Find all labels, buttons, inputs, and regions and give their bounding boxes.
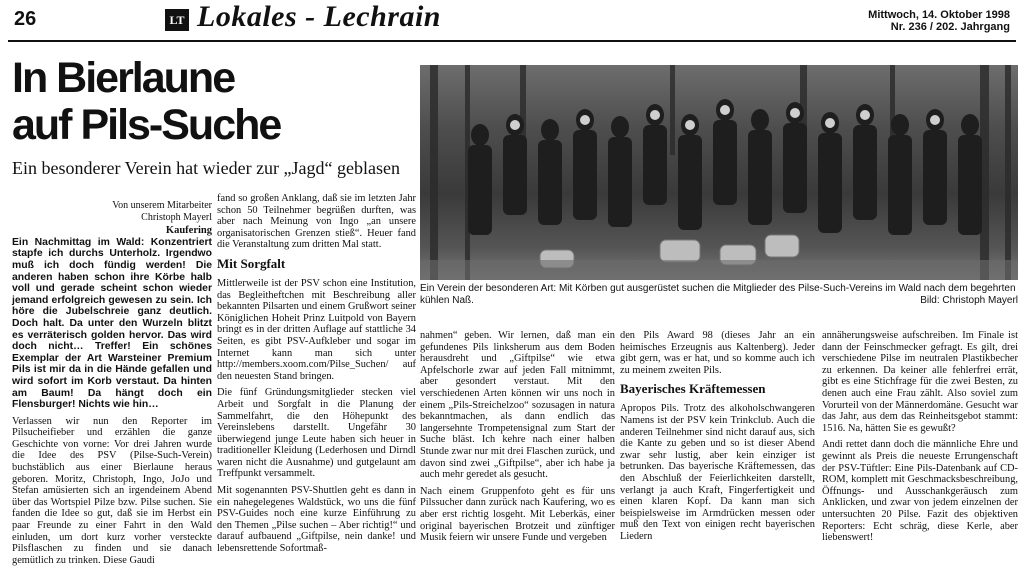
masthead-rule — [8, 40, 1016, 42]
page-number: 26 — [14, 8, 37, 30]
paragraph: Verlassen wir nun den Reporter im Pilsucheifieber und erzählen die ganze Geschichte von vorne: Vor drei Jahren wurde die Idee des PSV (Pilse-Such-Verein) buchstäblich aus einer Bierlaune heraus geboren. Moritz, Christoph, Ingo, JoJo und Stefan amüsierten sich an irgendeinem Abend über das Wortspiel Pilze bzw. Pilse suchen. Sie fanden die Idee so gut, daß sie im Herbst ein paar Freunde zu einer Fahrt in den Wald einluden, um dort kurz vorher versteckte Pilsflaschen zu finden und sie danach gemütlich zu trinken. Diese Gaudi — [12, 415, 212, 566]
column-3 — [420, 330, 615, 549]
paragraph: Nach einem Gruppenfoto geht es für uns Pilssucher dann zurück nach Kaufering, wo es aber erst richtig losgeht. Mit Leberkäs, einer original bayerischen Brotzeit und zünftiger Musik feiern wir unsere Funde und vergeben — [420, 485, 615, 544]
column-4 — [620, 330, 815, 548]
issue-number: Nr. 236 / 202. Jahrgang — [890, 21, 1010, 33]
paragraph: Apropos Pils. Trotz des alkoholschwangeren Namens ist der PSV kein Trinkclub. Auch die anderen Teilnehmer sind nicht darauf aus, sich die Kante zu geben und so ist dieser Abend zwar sehr lustig, aber kein einziger ist betrunken. Das bayerische Kräftemessen, das den Abschluß der Feierlichkeiten darstellt, verlangt ja auch Kraft, Fingerfertigkeit und einen klaren Kopf. Da kann man sich beispielsweise im Armdrücken messen oder muß den Text von einigen recht bayerischen Liedern — [620, 403, 815, 542]
photo-caption: Ein Verein der besonderen Art: Mit Körben gut ausgerüstet suchen die Mitglieder des Pilse-Such-Vereins im Wald nach dem begehrten kühlen Naß. — [420, 283, 1016, 306]
column-1 — [12, 200, 212, 571]
headline-line-1: In Bierlaune — [12, 54, 235, 102]
section-title: Lokales - Lechrain — [197, 0, 441, 33]
issue-date: Mittwoch, 14. Oktober 1998 — [868, 9, 1010, 21]
subheading: Mit Sorgfalt — [217, 255, 286, 271]
headline-line-2: auf Pils-Suche — [12, 101, 281, 149]
column-5 — [822, 330, 1018, 549]
intro-paragraph: Ein Nachmittag im Wald: Konzentriert stapfe ich durchs Unterholz. Irgendwo muß ich doch fündig werden! Die anderen haben schon ihre Körbe halb voll und gerade scheint schon wieder jemand erfolgreich gewesen zu sein. Ich höre die Jubelschreie ganz deutlich. Doch halt. Da unter den Wurzeln blitzt es verräterisch golden hervor. Das wird doch nicht… Treffer! Ein schönes Exemplar der Art Warsteiner Premium Pils ist mir da in die Hände gefallen und wird sofort im Korb verstaut. Da hinten am Baum! Da hängt doch ein Flensburger! Nichts wie hin… — [12, 236, 212, 411]
group-photo — [420, 65, 1018, 280]
paragraph: fand so großen Anklang, daß sie im letzten Jahr schon 50 Teilnehmer begrüßen durften, was aber nach Meinung von Ingo „an unsere organisatorischen Grenzen stieß“. Heuer fand die Veranstaltung zum dritten Mal statt. — [217, 193, 416, 251]
paragraph: nahmen“ geben. Wir lernen, daß man ein gefundenes Pils linksherum aus dem Boden herausdreht und „Giftpilse“ wie etwa Apfelschorle zwar auf jeden Fall mitnimmt, aber gesondert verstaut. Mit den verschiedenen Arten können wir uns noch in einem „Pils-Streichelzoo“ sozusagen in natura bekanntmachen, als dann endlich das langersehnte Trompetensignal zum Start der Suche bläst. Ich kehre nach einer halben Stunde zwar nur mit drei Flaschen zurück, und davon sind zwei „Giftpilse“, aber ich habe ja auch mehr geredet als gesucht. — [420, 330, 615, 481]
column-2 — [217, 193, 416, 560]
paragraph: Die fünf Gründungsmitglieder stecken viel Arbeit und Sorgfalt in die Planung der Sammelfahrt, die den Höhepunkt des Vereinslebens darstellt. Ungefähr 30 überwiegend junge Leute haben sich heuer in traditioneller Kleidung (Lederhosen und Dirndl waren nicht die Ausnahme) und gutgelaunt am Treffpunkt versammelt. — [217, 387, 416, 480]
dateline-place: Kaufering — [165, 225, 212, 237]
subtitle: Ein besonderer Verein hat wieder zur „Jagd“ geblasen — [12, 158, 401, 178]
photo-credit: Bild: Christoph Mayerl — [920, 295, 1018, 306]
paragraph: Mittlerweile ist der PSV schon eine Institution, das Begleitheftchen mit Beschreibung aller bekannten Pilsarten und einem Grußwort seiner Königlichen Hoheit Prinz Luitpold von Bayern bringt es in der dritten Auflage auf stattliche 34 Seiten, es gibt PSV-Aufkleber und sogar im Internet kann man sich unter http://members.xoom.com/Pilse_Suchen/ auf den neuesten Stand bringen. — [217, 277, 416, 382]
paragraph: Andi rettet dann doch die männliche Ehre und gewinnt als Preis die neueste Errungenschaft der PSV-Tüftler: Eine Pils-Datenbank auf CD-ROM, komplett mit Geschmacksbeschreibung, Öffnungs- und Ausschankgeräusch zum Anklicken, und zwar von jedem einzelnen der untersuchten 20 Pilse. Fazit des objektiven Reporters: Echt schräg, diese Kerle, aber liebenswert! — [822, 439, 1018, 544]
author-line-2: Christoph Mayerl — [141, 211, 212, 223]
subheading: Bayerisches Kräftemessen — [620, 381, 766, 397]
dateline — [868, 9, 1010, 33]
paragraph: annäherungsweise aufschreiben. Im Finale ist dann der Feinschmecker gefragt. Es gilt, drei verschiedene Pilse im neutralen Plastikbecher zu erkennen. Da keiner alle fehlerfrei errät, gibt es eine Stichfrage für die zwei Besten, zu denen auch eine Frau zählt. Also soviel zum Vorurteil von der Männerdomäne. Gesucht war das Jahr, aus dem das Reinheitsgebot stammt: 1516. Na, hätten Sie es gewußt? — [822, 330, 1019, 434]
newspaper-logo: LT — [165, 9, 189, 31]
paragraph: Mit sogenannten PSV-Shuttlen geht es dann in ein nahegelegenes Waldstück, wo uns die fünf PSV-Guides noch eine kurze Einführung zu den Themen „Pilse suchen – Aber richtig!“ und darauf aufbauend „Giftpilse, nein danke! und lebensrettende Sofortmaß- — [217, 485, 416, 555]
group-photo-image — [420, 65, 1018, 280]
headline — [12, 55, 412, 149]
paragraph: den Pils Award 98 (dieses Jahr an ein heimisches Erzeugnis aus Kaltenberg). Jeder gibt gern, was er hat, und so komme auch ich zu meinem zweiten Pils. — [620, 330, 815, 376]
author-line-1: Von unserem Mitarbeiter — [112, 200, 212, 211]
